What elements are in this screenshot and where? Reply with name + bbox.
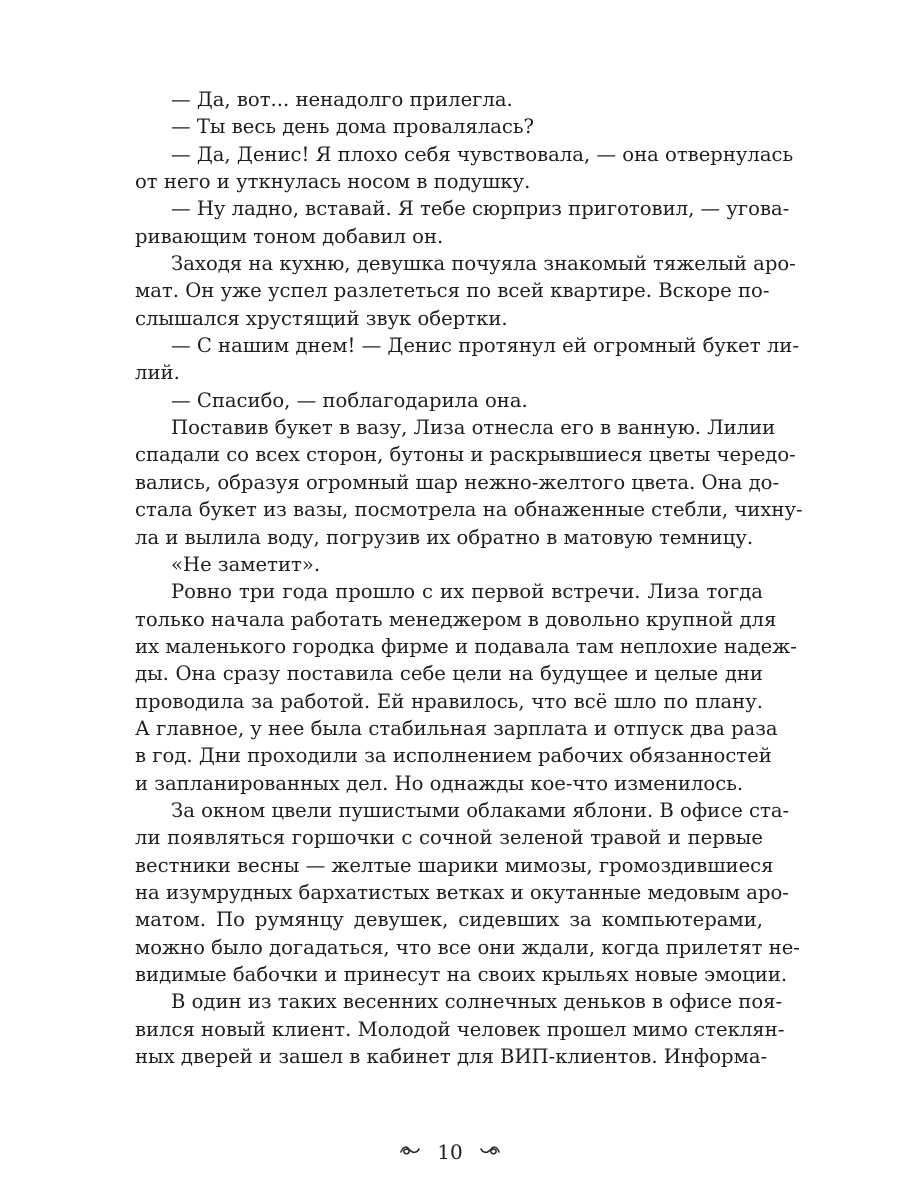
text-line: «Не заметит».	[171, 552, 321, 576]
fleuron-right-icon	[479, 1142, 501, 1161]
text-line: и запланированных дел. Но однажды кое-что изменилось.	[135, 771, 744, 795]
text-line: лий.	[135, 361, 180, 385]
text-line: ли появляться горшочки с сочной зеленой травой и первые	[135, 826, 763, 850]
fleuron-left-glyph	[399, 1143, 421, 1157]
text-line: вестники весны — желтые шарики мимозы, громоздившиеся	[135, 853, 774, 877]
page-number: 10	[437, 1140, 463, 1164]
text-line: вались, образуя огромный шар нежно-желтого цвета. Она до-	[135, 470, 780, 494]
text-line: спадали со всех сторон, бутоны и раскрывшиеся цветы чередо-	[135, 443, 796, 467]
text-line: — Да, Денис! Я плохо себя чувствовала, — она отвернулась	[171, 142, 794, 166]
text-line: слышался хрустящий звук обертки.	[135, 306, 508, 330]
text-line: только начала работать менеджером в довольно крупной для	[135, 607, 777, 631]
text-line: матом. По румянцу девушек, сидевших за компьютерами,	[135, 908, 763, 932]
text-line: — Ты весь день дома провалялась?	[171, 115, 535, 139]
text-line: А главное, у нее была стабильная зарплата и отпуск два раза	[135, 716, 778, 740]
text-line: от него и уткнулась носом в подушку.	[135, 170, 531, 194]
text-line: ды. Она сразу поставила себе цели на будущее и целые дни	[135, 662, 763, 686]
text-line: их маленького городка фирме и подавала там неплохие надеж-	[135, 634, 797, 658]
body-text	[135, 86, 803, 1070]
text-line: — Да, вот... ненадолго прилегла.	[171, 88, 513, 111]
text-line: В один из таких весенних солнечных деньков в офисе поя-	[171, 990, 783, 1014]
fleuron-right-glyph	[479, 1143, 501, 1157]
text-line: видимые бабочки и принесут на своих крыльях новые эмоции.	[135, 963, 788, 986]
text-line: стала букет из вазы, посмотрела на обнаженные стебли, чихну-	[135, 498, 803, 522]
fleuron-left-icon	[399, 1142, 421, 1161]
text-line: вился новый клиент. Молодой человек прошел мимо стеклян-	[135, 1017, 785, 1041]
text-line: на изумрудных бархатистых ветках и окутанные медовым аро-	[135, 880, 789, 904]
text-line: мат. Он уже успел разлететься по всей квартире. Вскоре по-	[135, 279, 770, 303]
text-line: — Спасибо, — поблагодарила она.	[171, 388, 528, 412]
text-line: ных дверей и зашел в кабинет для ВИП-клиентов. Информа-	[135, 1045, 768, 1069]
text-line: Поставив букет в вазу, Лиза отнесла его в ванную. Лилии	[171, 416, 776, 440]
text-line: можно было догадаться, что все они ждали, когда прилетят не-	[135, 935, 800, 959]
text-line: в год. Дни проходили за исполнением рабочих обязанностей	[135, 744, 772, 768]
text-line: Ровно три года прошло с их первой встречи. Лиза тогда	[171, 580, 763, 604]
text-line: ла и вылила воду, погрузив их обратно в матовую темницу.	[135, 525, 754, 549]
text-line: За окном цвели пушистыми облаками яблони. В офисе ста-	[171, 798, 790, 822]
text-line: — Ну ладно, вставай. Я тебе сюрприз приготовил, — угова-	[171, 197, 790, 221]
text-line: — С нашим днем! — Денис протянул ей огромный букет ли-	[171, 334, 799, 358]
text-line: ривающим тоном добавил он.	[135, 224, 444, 248]
text-line: Заходя на кухню, девушка почуяла знакомый тяжелый аро-	[171, 252, 796, 276]
page-footer	[0, 1140, 900, 1164]
text-line: проводила за работой. Ей нравилось, что всё шло по плану.	[135, 689, 763, 713]
